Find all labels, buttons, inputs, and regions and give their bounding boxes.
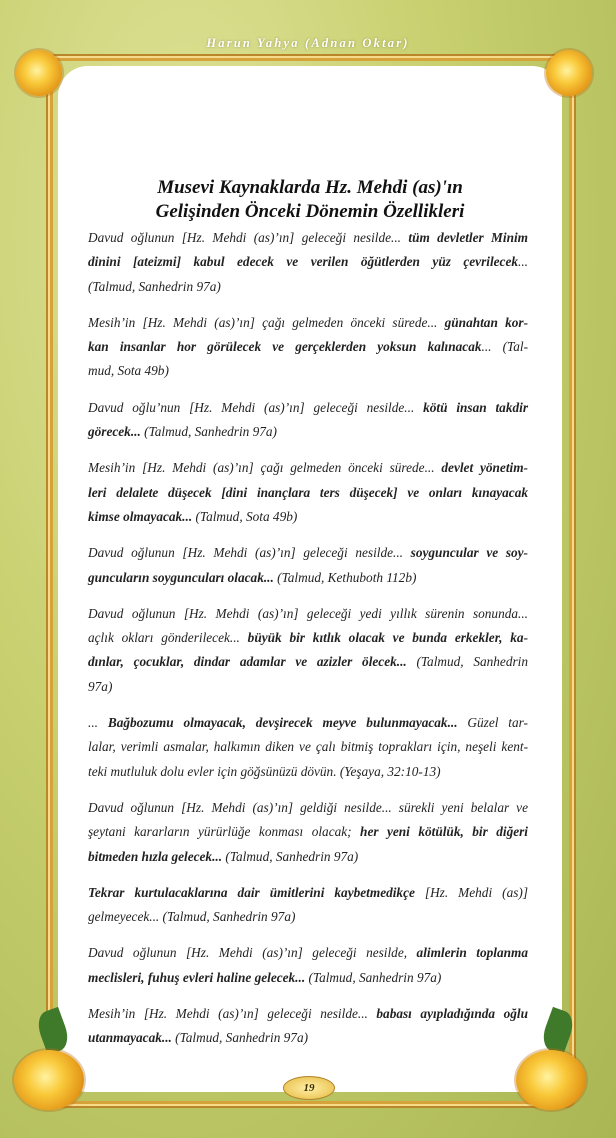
- emphasized-text: büyük bir kıtlık olacak ve bunda erkekler, ka-: [247, 630, 528, 646]
- text-segment: (Talmud, Sanhedrin 97a): [305, 969, 442, 985]
- text-line: [88, 650, 528, 674]
- text-segment: gelmeyecek... (Talmud, Sanhedrin 97a): [88, 909, 296, 925]
- rose-icon: [16, 50, 62, 96]
- quote-paragraph: [88, 311, 528, 384]
- text-segment: ... (Tal-: [481, 339, 528, 355]
- emphasized-text: kötü insan takdir: [423, 399, 529, 415]
- emphasized-text: guncuların soyguncuları olacak...: [88, 569, 274, 585]
- quote-paragraph: [88, 711, 528, 784]
- text-segment: [Hz. Mehdi (as)]: [414, 884, 528, 900]
- text-segment: (Talmud, Sanhedrin: [406, 654, 528, 670]
- emphasized-text: dınlar, çocuklar, dindar adamlar ve azizler ölecek...: [88, 654, 407, 670]
- text-line: [88, 226, 528, 250]
- text-segment: (Talmud, Sanhedrin 97a): [222, 848, 359, 864]
- text-segment: ...: [88, 715, 108, 731]
- emphasized-text: Tekrar kurtulacaklarına dair ümitlerini kaybetmedikçe: [88, 884, 415, 900]
- text-segment: Mesih’in [Hz. Mehdi (as)’ın] çağı gelmeden önceki sürede...: [88, 314, 445, 330]
- text-line: [88, 675, 528, 699]
- text-segment: teki mutluluk dolu evler için göğsünüzü dövün. (Yeşaya, 32:10-13): [88, 763, 441, 779]
- text-line: [88, 845, 528, 869]
- quote-paragraph: [88, 796, 528, 869]
- text-line: [88, 796, 528, 820]
- body-text: [88, 226, 528, 1063]
- text-segment: mud, Sota 49b): [88, 363, 169, 379]
- text-line: [88, 311, 528, 335]
- emphasized-text: utanmayacak...: [88, 1030, 172, 1046]
- page-number: 19: [283, 1076, 335, 1100]
- emphasized-text: Bağbozumu olmayacak, devşirecek meyve bulunmayacak...: [107, 715, 458, 731]
- text-line: [88, 905, 528, 929]
- text-line: [88, 820, 528, 844]
- text-segment: (Talmud, Sota 49b): [192, 508, 298, 524]
- text-line: [88, 602, 528, 626]
- text-segment: (Talmud, Sanhedrin 97a): [171, 1030, 309, 1046]
- text-line: [88, 396, 528, 420]
- quote-paragraph: [88, 396, 528, 445]
- quote-paragraph: [88, 1002, 528, 1051]
- text-line: [88, 881, 528, 905]
- text-line: [88, 481, 528, 505]
- text-segment: ...: [518, 254, 528, 270]
- text-segment: lalar, verimli asmalar, halkımın diken ve çalı bitmiş toprakları için, neşeli kent-: [88, 739, 528, 755]
- rose-icon: [546, 50, 592, 96]
- text-line: [88, 626, 528, 650]
- running-header: Harun Yahya (Adnan Oktar): [206, 36, 410, 50]
- text-segment: Davud oğlu’nun [Hz. Mehdi (as)’ın] geleceği nesilde...: [88, 399, 424, 415]
- text-segment: (Talmud, Sanhedrin 97a): [88, 278, 221, 294]
- text-segment: Davud oğlunun [Hz. Mehdi (as)’ın] geleceği nesilde,: [88, 945, 417, 961]
- text-line: [88, 456, 528, 480]
- text-line: [88, 1002, 528, 1026]
- emphasized-text: kan insanlar hor görülecek ve gerçeklerden yoksun kalınacak: [88, 339, 482, 355]
- emphasized-text: devlet yönetim-: [441, 460, 528, 476]
- text-segment: açlık okları gönderilecek...: [88, 630, 248, 646]
- quote-paragraph: [88, 541, 528, 590]
- title-line-2: Gelişinden Önceki Dönemin Özellikleri: [155, 201, 465, 222]
- text-line: [88, 359, 528, 383]
- quote-paragraph: [88, 456, 528, 529]
- text-segment: Davud oğlunun [Hz. Mehdi (as)’ın] geldiği nesilde... sürekli yeni belalar ve: [88, 799, 528, 815]
- page-title: [60, 176, 560, 224]
- emphasized-text: günahtan kor-: [444, 314, 528, 330]
- emphasized-text: kimse olmayacak...: [88, 508, 193, 524]
- text-line: [88, 566, 528, 590]
- text-line: [88, 541, 528, 565]
- text-line: [88, 420, 528, 444]
- text-line: [88, 505, 528, 529]
- text-segment: Mesih’in [Hz. Mehdi (as)’ın] çağı gelmeden önceki sürede...: [88, 460, 442, 476]
- text-segment: Mesih’in [Hz. Mehdi (as)’ın] geleceği nesilde...: [88, 1006, 377, 1022]
- emphasized-text: bitmeden hızla gelecek...: [88, 848, 223, 864]
- emphasized-text: tüm devletler Minim: [408, 230, 528, 245]
- text-line: [88, 966, 528, 990]
- quote-paragraph: [88, 602, 528, 699]
- title-line-1: Musevi Kaynaklarda Hz. Mehdi (as)'ın: [157, 177, 463, 198]
- quote-paragraph: [88, 226, 528, 299]
- text-line: [88, 941, 528, 965]
- text-segment: Davud oğlunun [Hz. Mehdi (as)’ın] geleceği nesilde...: [88, 230, 409, 245]
- text-segment: (Talmud, Kethuboth 112b): [273, 569, 417, 585]
- text-segment: 97a): [88, 678, 113, 694]
- text-line: [88, 250, 528, 274]
- text-line: [88, 1026, 528, 1050]
- emphasized-text: alimlerin toplanma: [416, 945, 528, 961]
- text-segment: Güzel tar-: [457, 715, 528, 731]
- text-segment: şeytani kararların yürürlüğe konması olacak;: [88, 824, 361, 840]
- emphasized-text: meclisleri, fuhuş evleri haline gelecek...: [88, 969, 306, 985]
- text-line: [88, 760, 528, 784]
- text-line: [88, 735, 528, 759]
- text-line: [88, 275, 528, 299]
- text-line: [88, 335, 528, 359]
- quote-paragraph: [88, 881, 528, 930]
- emphasized-text: her yeni kötülük, bir diğeri: [360, 824, 529, 840]
- rose-icon: [14, 1050, 84, 1110]
- emphasized-text: leri delalete düşecek [dini inançlara ters düşecek] ve onları kınayacak: [88, 484, 528, 500]
- text-segment: (Talmud, Sanhedrin 97a): [140, 424, 277, 440]
- emphasized-text: dinini [ateizmi] kabul edecek ve verilen öğütlerden yüz çevrilecek: [88, 254, 519, 270]
- text-line: [88, 711, 528, 735]
- emphasized-text: görecek...: [88, 424, 141, 440]
- text-segment: Davud oğlunun [Hz. Mehdi (as)’ın] geleceği yedi yıllık sürenin sonunda...: [88, 605, 528, 621]
- text-segment: Davud oğlunun [Hz. Mehdi (as)’ın] geleceği nesilde...: [88, 545, 411, 561]
- emphasized-text: babası ayıpladığında oğlu: [376, 1006, 528, 1022]
- quote-paragraph: [88, 941, 528, 990]
- emphasized-text: soyguncular ve soy-: [410, 545, 528, 561]
